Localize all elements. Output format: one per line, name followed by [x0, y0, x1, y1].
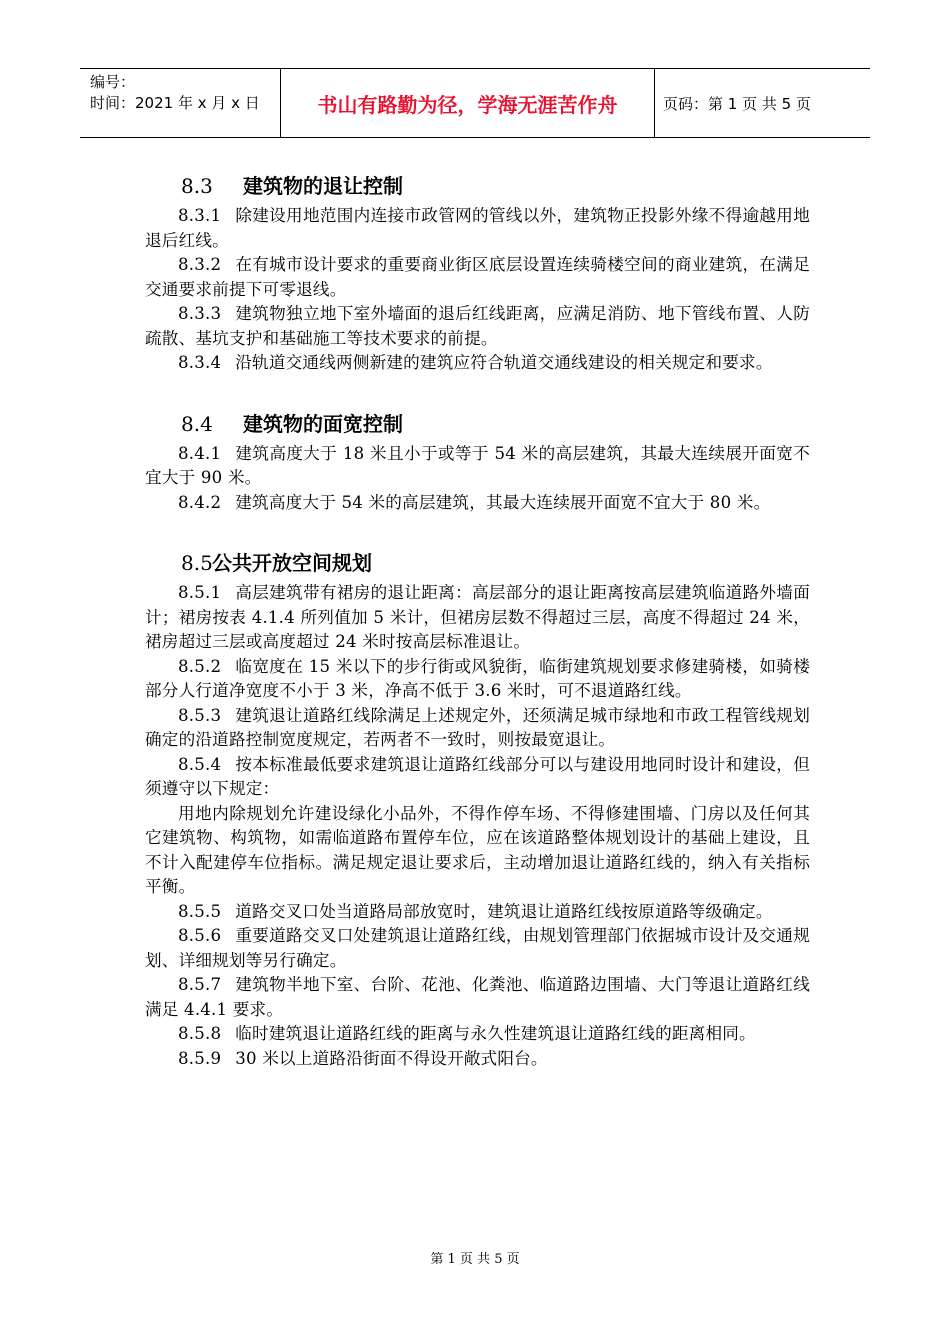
clause-text: 除建设用地范围内连接市政管网的管线以外，建筑物正投影外缘不得逾越用地退后红线。	[145, 206, 810, 250]
page-footer: 第 1 页 共 5 页	[430, 1252, 520, 1267]
clause-number: 8.3.1	[178, 206, 222, 225]
paragraph	[145, 1022, 810, 1047]
paragraph	[145, 491, 810, 516]
paragraph	[145, 802, 810, 900]
clause-number: 8.5.8	[178, 1024, 222, 1043]
clause-number: 8.3.2	[178, 255, 222, 274]
clause-text: 30 米以上道路沿街面不得设开敞式阳台。	[235, 1048, 548, 1068]
section-heading: 建筑物的面宽控制	[243, 411, 403, 436]
clause-text: 用地内除规划允许建设绿化小品外，不得作停车场、不得修建围墙、门房以及任何其它建筑物、构筑物，如需临道路布置停车位，应在该道路整体规划设计的基础上建设，且不计入配建停车位指标。满足规定退让要求后，主动增加退让道路红线的，纳入有关指标平衡。	[145, 803, 810, 896]
clause-number: 8.5.9	[178, 1048, 222, 1068]
clause-number: 8.3.3	[178, 304, 222, 323]
clause-text: 临宽度在 15 米以下的步行街或风貌街，临街建筑规划要求修建骑楼，如骑楼部分人行道净宽度不小于 3 米，净高不低于 3.6 米时，可不退道路红线。	[145, 656, 810, 700]
clause-text: 道路交叉口处当道路局部放宽时，建筑退让道路红线按原道路等级确定。	[235, 901, 773, 921]
section-heading: 公共开放空间规划	[211, 551, 372, 575]
document-body	[145, 168, 810, 1101]
clause-text: 在有城市设计要求的重要商业街区底层设置连续骑楼空间的商业建筑，在满足交通要求前提下可零退线。	[145, 255, 810, 299]
header-meta	[80, 69, 280, 137]
section-heading: 建筑物的退让控制	[243, 174, 403, 198]
paragraph	[145, 900, 810, 925]
section-8-3	[145, 168, 810, 376]
clause-number: 8.5.2	[178, 656, 222, 676]
clause-text: 按本标准最低要求建筑退让道路红线部分可以与建设用地同时设计和建设，但须遵守以下规定：	[145, 754, 810, 798]
section-number: 8.3	[181, 174, 213, 198]
time-label: 时间：2021 年 x 月 x 日	[90, 94, 260, 112]
section-number: 8.5	[181, 551, 213, 575]
section-number: 8.4	[181, 411, 213, 436]
clause-number: 8.4.2	[178, 492, 222, 512]
clause-number: 8.5.7	[178, 975, 222, 994]
clause-number: 8.5.4	[178, 754, 222, 774]
code-label: 编号：	[90, 73, 136, 91]
section-8-4	[145, 406, 810, 516]
clause-text: 建筑退让道路红线除满足上述规定外，还须满足城市绿地和市政工程管线规划确定的沿道路控制宽度规定，若两者不一致时，则按最宽退让。	[145, 705, 810, 749]
paragraph	[145, 302, 810, 351]
header-page-label: 页码：第 1 页 共 5 页	[663, 94, 811, 113]
clause-number: 8.5.1	[178, 583, 222, 602]
paragraph	[145, 973, 810, 1022]
clause-number: 8.3.4	[178, 353, 222, 372]
section-title	[145, 406, 810, 442]
clause-text: 重要道路交叉口处建筑退让道路红线，由规划管理部门依据城市设计及交通规划、详细规划等另行确定。	[145, 926, 810, 970]
clause-text: 建筑物半地下室、台阶、花池、化粪池、临道路边围墙、大门等退让道路红线满足 4.4.1 要求。	[145, 975, 810, 1019]
clause-number: 8.5.3	[178, 705, 222, 725]
header-table	[80, 68, 870, 138]
paragraph	[145, 924, 810, 973]
header-motto: 书山有路勤为径，学海无涯苦作舟	[280, 69, 655, 137]
paragraph	[145, 442, 810, 491]
clause-text: 临时建筑退让道路红线的距离与永久性建筑退让道路红线的距离相同。	[235, 1024, 756, 1043]
section-8-5	[145, 545, 810, 1071]
paragraph	[145, 253, 810, 302]
paragraph	[145, 581, 810, 655]
clause-number: 8.4.1	[178, 443, 222, 463]
paragraph	[145, 753, 810, 802]
section-title	[145, 168, 810, 204]
paragraph	[145, 1047, 810, 1072]
paragraph	[145, 204, 810, 253]
paragraph	[145, 351, 810, 376]
clause-number: 8.5.5	[178, 901, 222, 921]
clause-text: 建筑高度大于 18 米且小于或等于 54 米的高层建筑，其最大连续展开面宽不宜大于 90 米。	[145, 443, 810, 487]
clause-number: 8.5.6	[178, 926, 222, 945]
clause-text: 建筑高度大于 54 米的高层建筑，其最大连续展开面宽不宜大于 80 米。	[235, 492, 771, 512]
clause-text: 沿轨道交通线两侧新建的建筑应符合轨道交通线建设的相关规定和要求。	[235, 353, 773, 372]
clause-text: 建筑物独立地下室外墙面的退后红线距离，应满足消防、地下管线布置、人防疏散、基坑支护和基础施工等技术要求的前提。	[145, 304, 810, 348]
paragraph	[145, 704, 810, 753]
clause-text: 高层建筑带有裙房的退让距离：高层部分的退让距离按高层建筑临道路外墙面计；裙房按表 4.1.4 所列值加 5 米计，但裙房层数不得超过三层，高度不得超过 24 米，裙房超过三层或高度超过 24 米时按高层标准退让。	[145, 583, 810, 651]
section-title	[145, 545, 810, 581]
paragraph	[145, 655, 810, 704]
